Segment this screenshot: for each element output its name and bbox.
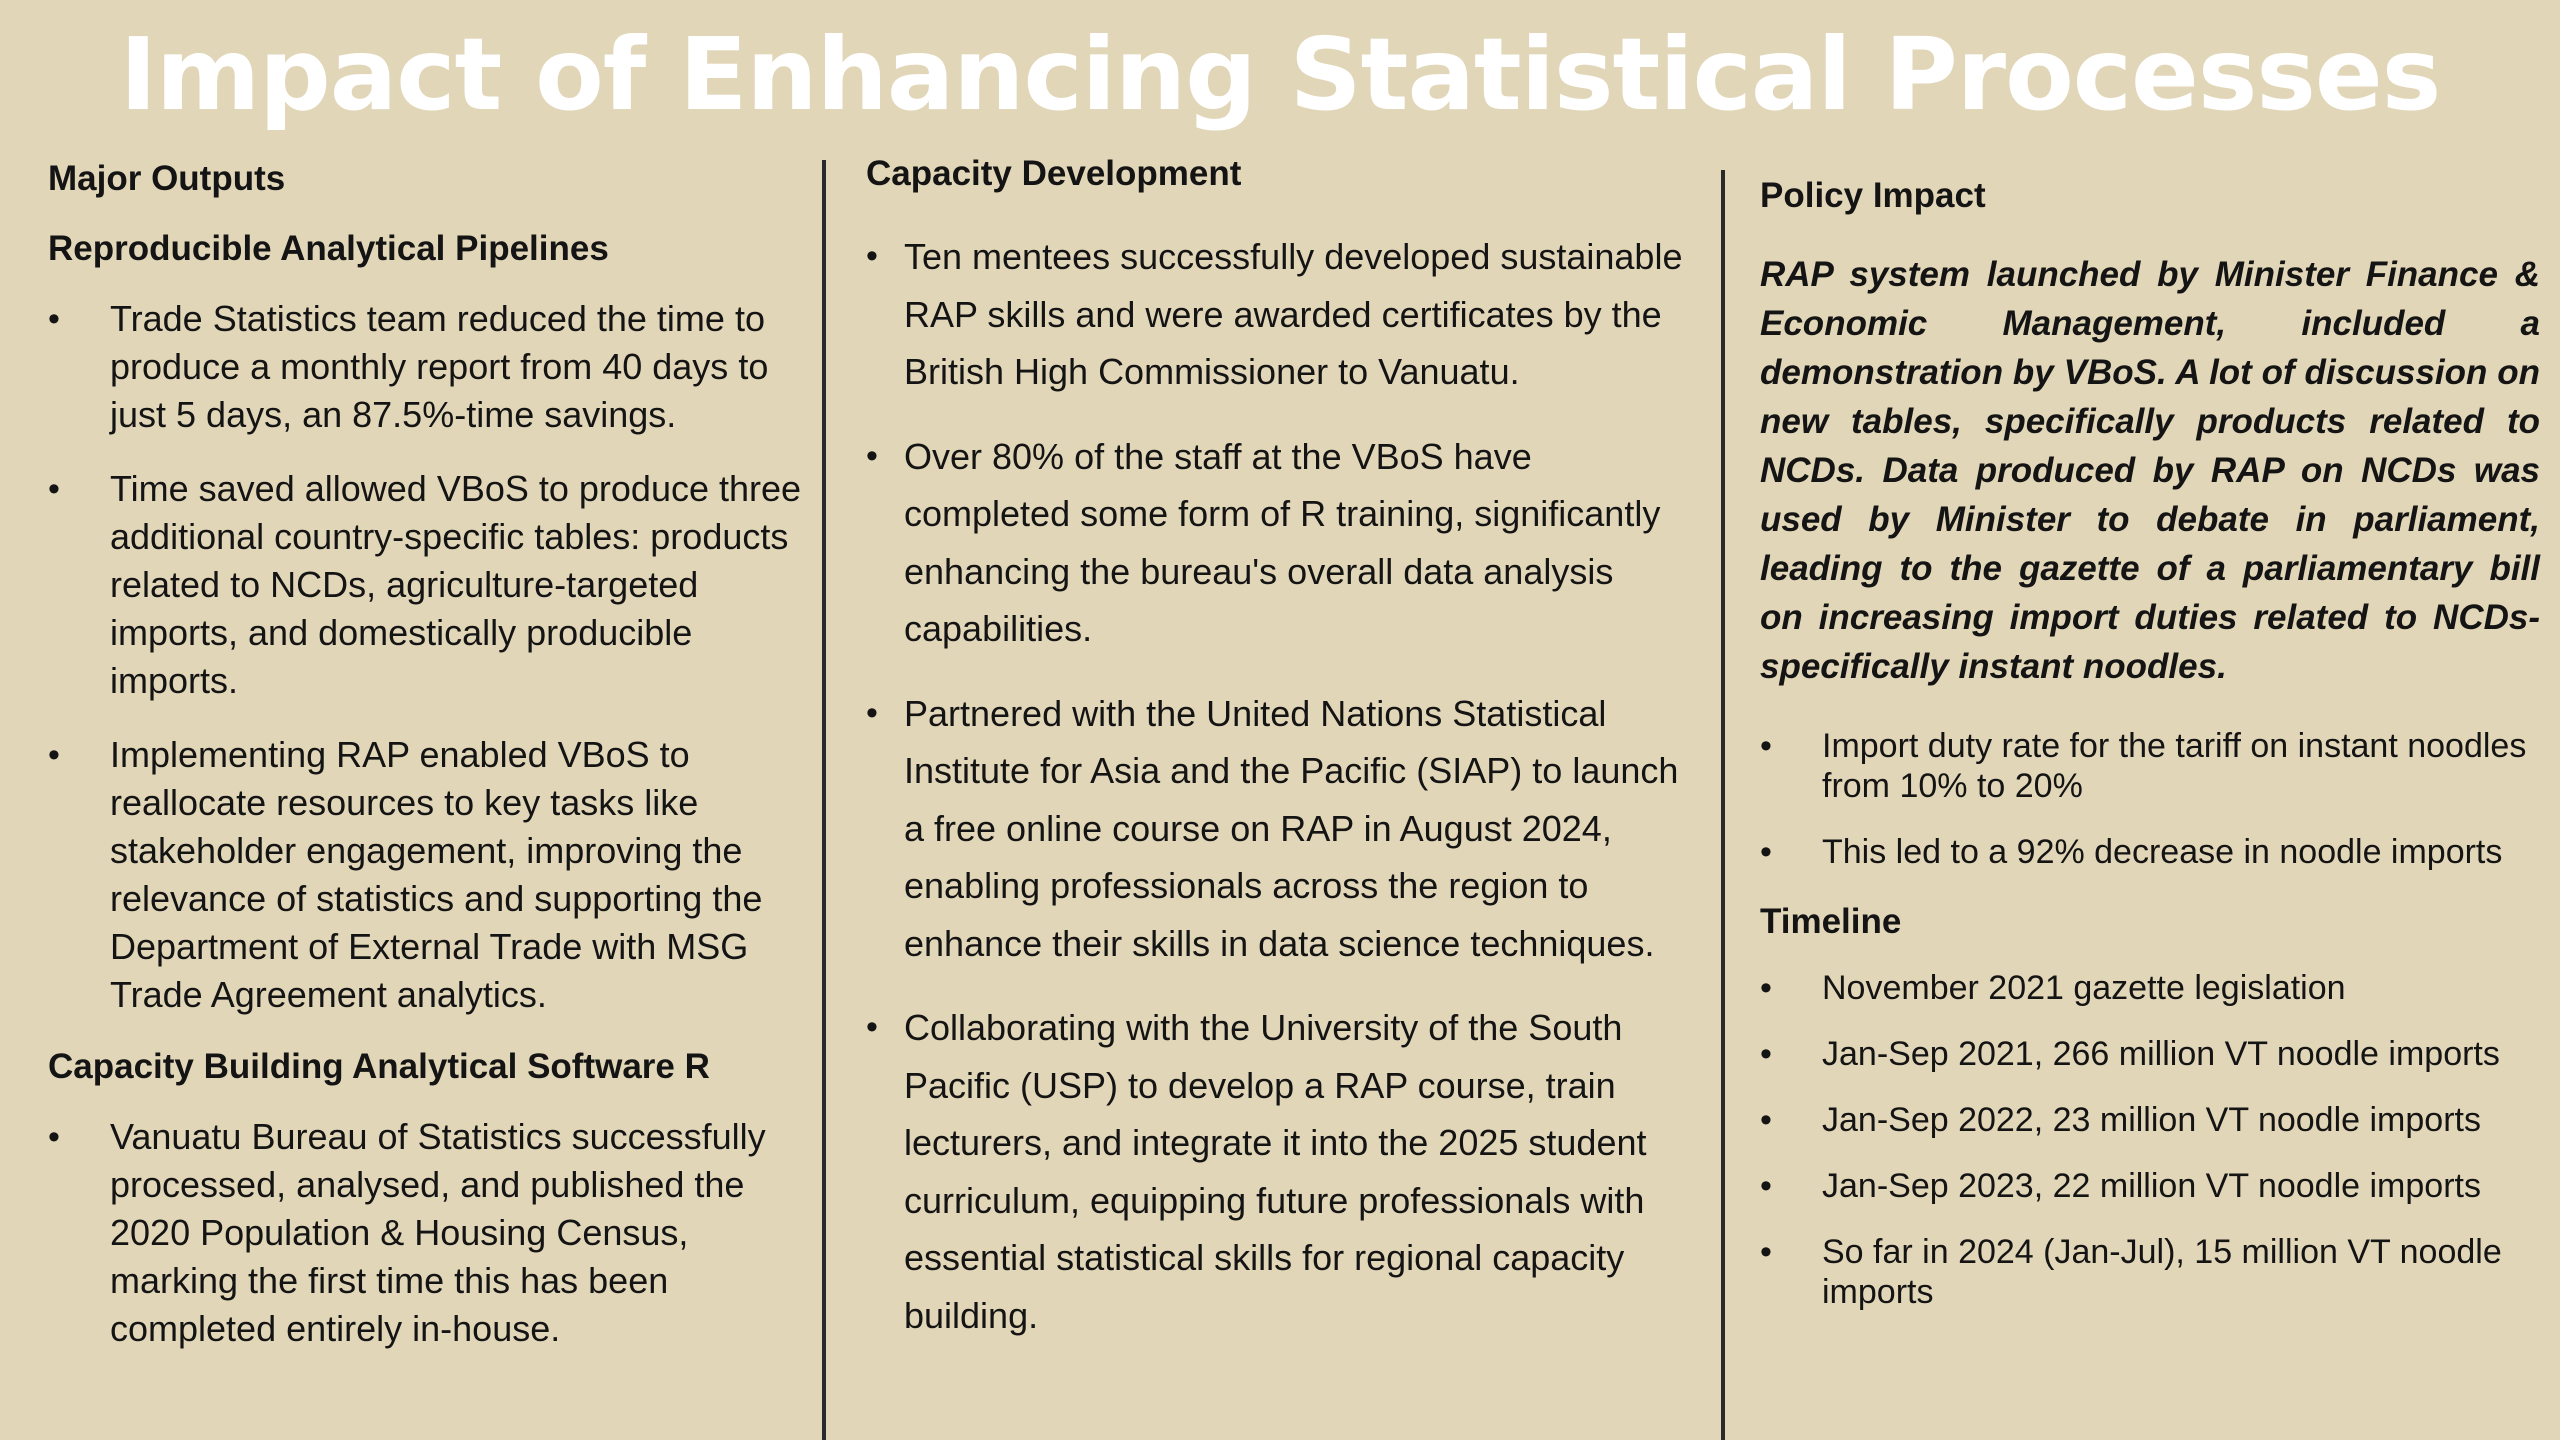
- rap-heading: Reproducible Analytical Pipelines: [48, 229, 609, 268]
- capacity-development-heading: Capacity Development: [866, 154, 1242, 193]
- bullet-icon: •: [1760, 833, 1772, 871]
- list-item-text: Trade Statistics team reduced the time to produce a monthly report from 40 days to just 5 days, an 87.5%-time savings.: [110, 298, 769, 435]
- list-item: [1760, 1166, 2540, 1206]
- bullet-icon: •: [1760, 1233, 1772, 1271]
- list-item-text: Jan-Sep 2021, 266 million VT noodle imports: [1822, 1035, 2500, 1073]
- list-item: [866, 999, 1686, 1344]
- policy-impact-list: [1760, 726, 2540, 872]
- policy-impact-heading: Policy Impact: [1760, 176, 1986, 215]
- bullet-icon: •: [866, 1008, 878, 1046]
- list-item-text: Vanuatu Bureau of Statistics successfully processed, analysed, and published the 2020 Population & Housing Census, marking the first time this has been completed entirely in-house.: [110, 1116, 766, 1349]
- list-item-text: Jan-Sep 2023, 22 million VT noodle imports: [1822, 1167, 2481, 1205]
- bullet-icon: •: [1760, 1167, 1772, 1205]
- bullet-icon: •: [866, 237, 878, 275]
- list-item-text: Ten mentees successfully developed sustainable RAP skills and were awarded certificates by the British High Commissioner to Vanuatu.: [904, 236, 1683, 392]
- capacity-development-column: [866, 150, 1686, 1371]
- capacity-development-list: [866, 228, 1686, 1344]
- list-item: [866, 428, 1686, 658]
- r-capacity-heading: Capacity Building Analytical Software R: [48, 1047, 710, 1086]
- list-item: [866, 685, 1686, 973]
- policy-impact-text: RAP system launched by Minister Finance & Economic Management, included a demonstration by VBoS. A lot of discussion on new tables, specifically products related to NCDs. Data produced by RAP on NCDs was used by Minister to debate in parliament, leading to the gazette of a parliamentary bill on increasing import duties related to NCDs- specifically instant noodles.: [1760, 255, 2540, 686]
- list-item-text: Time saved allowed VBoS to produce three additional country-specific tables: products related to NCDs, agriculture-targeted imports, and domestically producible imports.: [110, 468, 802, 701]
- bullet-icon: •: [866, 693, 878, 732]
- r-capacity-list: [48, 1113, 808, 1353]
- bullet-icon: •: [48, 1118, 60, 1156]
- list-item-text: So far in 2024 (Jan-Jul), 15 million VT noodle imports: [1822, 1233, 2502, 1311]
- bullet-icon: •: [1760, 727, 1772, 765]
- list-item-text: Import duty rate for the tariff on instant noodles from 10% to 20%: [1822, 727, 2527, 805]
- list-item-text: Partnered with the United Nations Statistical Institute for Asia and the Pacific (SIAP) to launch a free online course on RAP in August 2024, enabling professionals across the region to enhance their skills in data science techniques.: [904, 692, 1679, 964]
- bullet-icon: •: [1760, 1035, 1772, 1073]
- list-item: [48, 731, 808, 1019]
- list-item: [1760, 1034, 2540, 1074]
- bullet-icon: •: [1760, 969, 1772, 1007]
- bullet-icon: •: [48, 300, 60, 338]
- timeline-heading: Timeline: [1760, 902, 1902, 941]
- list-item: [866, 228, 1686, 401]
- bullet-icon: •: [48, 736, 60, 774]
- list-item: [48, 465, 808, 705]
- list-item: [1760, 726, 2540, 806]
- list-item-text: Implementing RAP enabled VBoS to reallocate resources to key tasks like stakeholder engagement, improving the relevance of statistics and supporting the Department of External Trade with MSG Trade Agreement analytics.: [110, 734, 763, 1015]
- list-item: [48, 1113, 808, 1353]
- list-item-text: Over 80% of the staff at the VBoS have completed some form of R training, significantly enhancing the bureau's overall data analysis capabilities.: [904, 435, 1661, 649]
- bullet-icon: •: [48, 470, 60, 508]
- bullet-icon: •: [866, 436, 878, 475]
- rap-list: [48, 295, 808, 1019]
- list-item: [1760, 832, 2540, 872]
- policy-impact-column: [1760, 172, 2540, 1338]
- major-outputs-heading: Major Outputs: [48, 159, 286, 198]
- list-item-text: Jan-Sep 2022, 23 million VT noodle imports: [1822, 1101, 2481, 1139]
- page-title: Impact of Enhancing Statistical Processes: [119, 16, 2441, 133]
- list-item-text: November 2021 gazette legislation: [1822, 969, 2346, 1007]
- bullet-icon: •: [1760, 1101, 1772, 1139]
- list-item: [48, 295, 808, 439]
- timeline-list: [1760, 968, 2540, 1312]
- list-item: [1760, 1232, 2540, 1312]
- major-outputs-column: [48, 155, 808, 1379]
- column-divider-right: [1721, 170, 1725, 1440]
- column-divider-left: [822, 160, 826, 1440]
- list-item-text: Collaborating with the University of the South Pacific (USP) to develop a RAP course, train lecturers, and integrate it into the 2025 student curriculum, equipping future professionals with essential statistical skills for regional capacity building.: [904, 1007, 1647, 1336]
- list-item-text: This led to a 92% decrease in noodle imports: [1822, 833, 2503, 871]
- list-item: [1760, 968, 2540, 1008]
- list-item: [1760, 1100, 2540, 1140]
